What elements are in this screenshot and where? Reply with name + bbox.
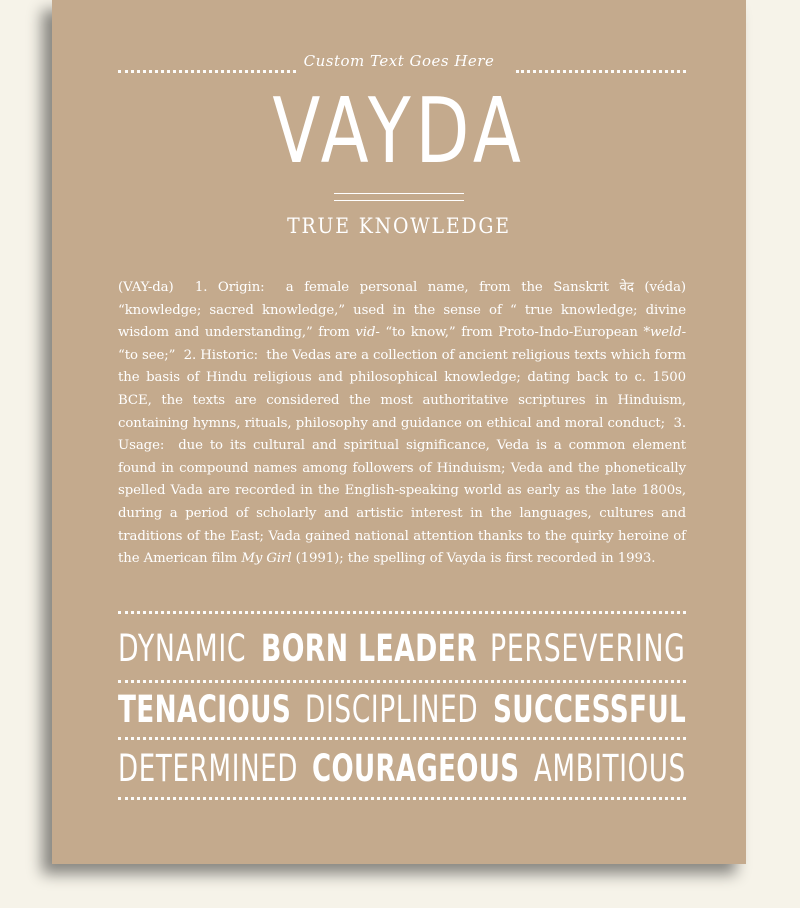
traits-divider-1 (118, 611, 686, 614)
trait-word (261, 627, 477, 670)
trait-word (118, 747, 298, 790)
trait-word (305, 688, 478, 731)
film-title: My Girl (241, 551, 292, 567)
usage-text-b: (1991); the spelling of Vayda is first recorded in 1993. (291, 551, 656, 567)
trait-word (493, 688, 686, 731)
traits-divider-3 (118, 737, 686, 740)
trait-text: AMBITIOUS (533, 746, 686, 790)
traits-divider-4 (118, 797, 686, 800)
name-underline-bottom (334, 200, 464, 201)
trait-word (118, 688, 291, 731)
pronunciation: (VAY-da) (118, 280, 174, 295)
usage-label: 3. Usage: (118, 415, 686, 454)
name-underline-top (334, 193, 464, 194)
trait-word (118, 627, 247, 670)
name-poster (52, 0, 746, 864)
poster-name: VAYDA (272, 79, 526, 184)
trait-text: DISCIPLINED (305, 687, 479, 731)
trait-text: DETERMINED (118, 746, 299, 790)
origin-text: a female personal name, from the Sanskrit वेद (véda) “knowledge; sacred knowledge,” used in the sense of “ true knowledge; divine wisdom and understanding,” from (118, 280, 686, 341)
origin-text-b: “to know,” from Proto-Indo-European (379, 325, 644, 341)
trait-word (534, 747, 686, 790)
trait-row-1 (118, 622, 686, 674)
origin-text-c: “to see;” (118, 347, 176, 363)
usage-text: due to its cultural and spiritual significance, Veda is a common element found in compound names among followers of Hinduism; Veda and the phonetically spelled Vada are recorded in the English-speaking world as early as the late 1800s, during a period of scholarly and artistic interest in the languages, cultures and traditions of the East; Vada gained national attention thanks to the quirky heroine of the American film (118, 438, 686, 567)
trait-row-3 (118, 742, 686, 794)
historic-label: 2. Historic: (183, 347, 258, 363)
trait-text: PERSEVERING (490, 626, 686, 670)
name-meaning: TRUE KNOWLEDGE (287, 214, 511, 238)
trait-word (490, 627, 686, 670)
origin-root-weld: *weld- (643, 325, 686, 341)
trait-row-2 (118, 683, 686, 735)
trait-text: SUCCESSFUL (492, 687, 686, 731)
trait-text: DYNAMIC (118, 626, 247, 670)
origin-label: 1. Origin: (194, 280, 265, 295)
dotted-divider-right (516, 70, 686, 73)
dotted-divider-left (118, 70, 296, 73)
custom-text: Custom Text Goes Here (303, 52, 495, 70)
trait-word (312, 747, 520, 790)
trait-text: BORN LEADER (260, 626, 477, 670)
definition-paragraph (118, 277, 686, 571)
origin-root-vid: vid- (355, 325, 380, 341)
historic-text: the Vedas are a collection of ancient religious texts which form the basis of Hindu religious and philosophical knowledge; dating back to c. 1500 BCE, the texts are considered the most authoritative scriptures in Hinduism, containing hymns, rituals, philosophy and guidance on ethical and moral conduct; (118, 347, 686, 431)
trait-text: TENACIOUS (118, 687, 292, 731)
trait-text: COURAGEOUS (312, 746, 520, 790)
